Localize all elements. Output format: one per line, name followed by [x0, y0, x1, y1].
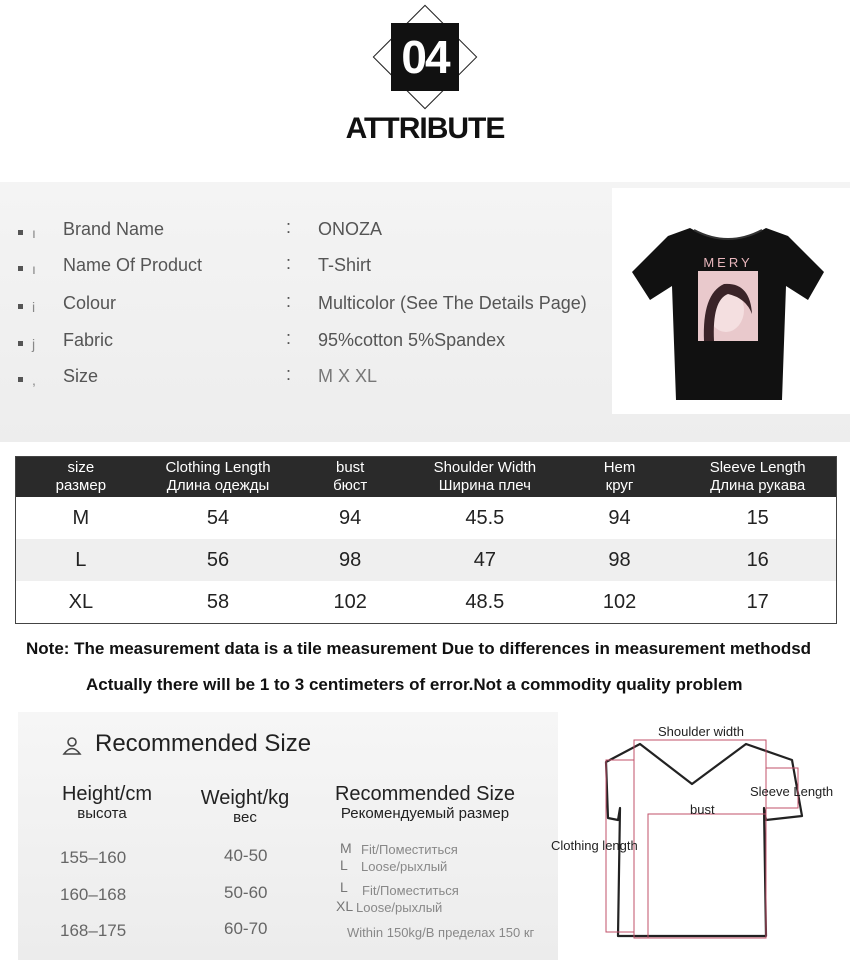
- header-bust: bust бюст: [333, 459, 368, 494]
- attribute-row-brand: ı Brand Name : ONOZA: [0, 219, 610, 249]
- size-code: L: [340, 879, 348, 895]
- size-table: [15, 456, 837, 624]
- person-icon: [62, 737, 82, 755]
- height-value: 155–160: [60, 848, 127, 867]
- weight-subheading: вес: [233, 809, 257, 826]
- attribute-label: Colour: [63, 293, 117, 313]
- header-shoulder: Shoulder Width Ширина плеч: [433, 459, 537, 494]
- measurement-note-2: Actually there will be 1 to 3 centimeters of error.Not a commodity quality problem: [86, 675, 743, 694]
- section-badge: [373, 5, 477, 109]
- tshirt-product-image: [628, 214, 828, 404]
- print-text: MERY: [703, 255, 753, 270]
- fit-text: Loose/рыхлый: [356, 900, 443, 915]
- fit-text: Fit/Поместиться: [362, 883, 459, 898]
- attribute-value: ONOZA: [318, 219, 383, 239]
- height-heading: Height/cm: [61, 783, 153, 805]
- attribute-label: Fabric: [63, 330, 114, 350]
- attribute-label: Size: [63, 366, 99, 386]
- header-length: Clothing Length Длина одежды: [165, 459, 271, 494]
- section-title: ATTRIBUTE: [345, 112, 505, 145]
- table-row: M 54 94 45.5 94 15: [72, 507, 769, 529]
- attribute-row-size: , Size : M X XL: [0, 366, 610, 396]
- shoulder-width-label: Shoulder width: [658, 724, 744, 739]
- size-heading: Recommended Size: [334, 783, 516, 805]
- height-subheading: высота: [77, 805, 127, 822]
- header-sleeve: Sleeve Length Длина рукава: [709, 459, 806, 494]
- weight-value: 50-60: [224, 883, 268, 902]
- clothing-length-label: Clothing length: [551, 838, 638, 853]
- height-value: 160–168: [60, 885, 127, 904]
- attribute-row-colour: i Colour : Multicolor (See The Details Page): [0, 293, 610, 323]
- attribute-value: T-Shirt: [318, 255, 372, 275]
- height-value: 168–175: [60, 921, 127, 940]
- attribute-value: Multicolor (See The Details Page): [318, 293, 587, 313]
- bullet-icon: [18, 341, 23, 346]
- weight-value: 60-70: [224, 919, 268, 938]
- fit-text: Within 150kg/В пределах 150 кг: [347, 925, 535, 940]
- size-code: L: [340, 857, 348, 873]
- attribute-label: Brand Name: [63, 219, 165, 239]
- section-number: 04: [391, 23, 459, 91]
- attribute-row-fabric: j Fabric : 95%cotton 5%Spandex: [0, 330, 610, 360]
- weight-heading: Weight/kg: [200, 787, 290, 809]
- attribute-value: M X XL: [318, 366, 378, 386]
- table-row: L 56 98 47 98 16: [16, 539, 836, 581]
- size-code: XL: [336, 898, 354, 914]
- attribute-label: Name Of Product: [63, 255, 203, 275]
- measurement-note: Note: The measurement data is a tile measurement Due to differences in measurement methodsd: [26, 639, 812, 658]
- measurement-diagram: [596, 722, 846, 952]
- bust-label: bust: [690, 802, 715, 817]
- header-hem: Hem круг: [603, 459, 636, 494]
- recommended-size-title: Recommended Size: [95, 730, 312, 757]
- weight-value: 40-50: [224, 846, 268, 865]
- bullet-icon: [18, 266, 23, 271]
- sleeve-length-label: Sleeve Length: [750, 784, 834, 799]
- attribute-row-product: ı Name Of Product : T-Shirt: [0, 255, 610, 285]
- bullet-icon: [18, 377, 23, 382]
- bullet-icon: [18, 230, 23, 235]
- size-table-header: [16, 457, 836, 497]
- size-subheading: Рекомендуемый размер: [340, 805, 510, 822]
- bullet-icon: [18, 304, 23, 309]
- fit-text: Fit/Поместиться: [361, 842, 458, 857]
- table-row: XL 58 102 48.5 102 17: [68, 591, 769, 613]
- size-code: M: [340, 840, 352, 856]
- header-size: size размер: [55, 459, 107, 494]
- attribute-value: 95%cotton 5%Spandex: [318, 330, 506, 350]
- fit-text: Loose/рыхлый: [361, 859, 448, 874]
